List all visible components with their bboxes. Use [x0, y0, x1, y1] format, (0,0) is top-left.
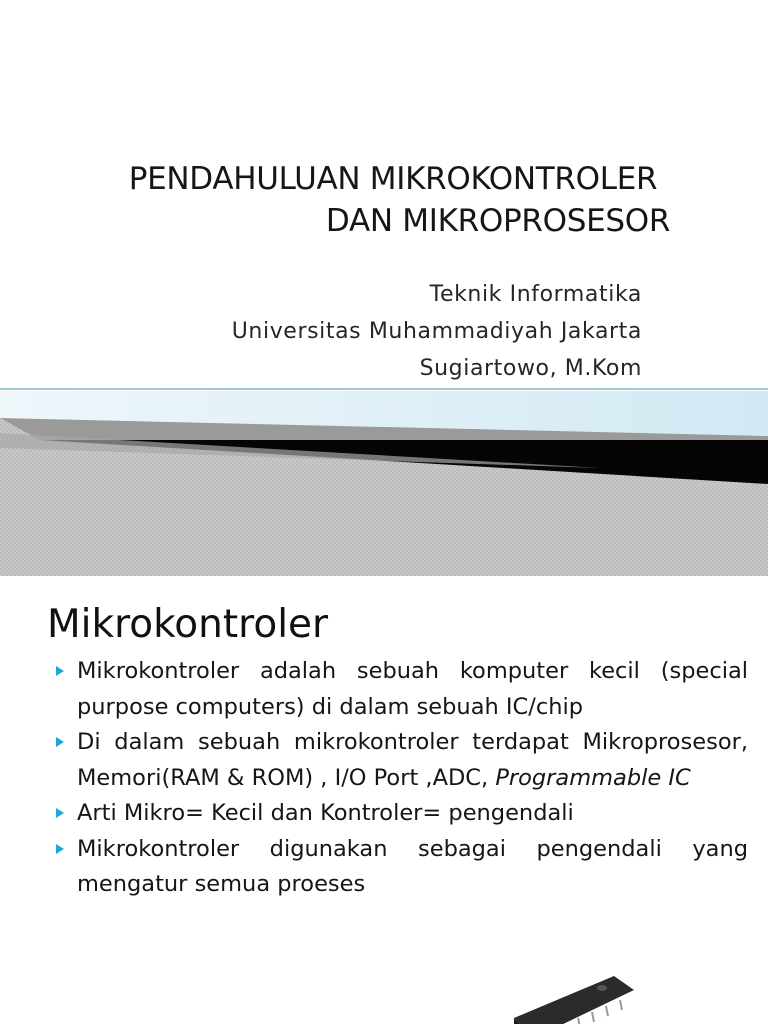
slide-subtitle: [232, 276, 642, 387]
triangle-bullet-icon: [56, 808, 64, 818]
triangle-bullet-icon: [56, 737, 64, 747]
bullet-item: [52, 796, 748, 832]
bullet-text: Mikrokontroler adalah sebuah komputer kecil (special purpose computers) di dalam sebuah IC/chip: [77, 658, 748, 720]
bullet-text: Di dalam sebuah mikrokontroler terdapat Mikroprosesor, Memori(RAM & ROM) , I/O Port ,ADC,: [77, 729, 748, 791]
bullet-item: [52, 725, 748, 796]
triangle-bullet-icon: [56, 666, 64, 676]
slide-title-line2: DAN MIKROPROSESOR: [325, 203, 671, 239]
subtitle-author: Sugiartowo, M.Kom: [419, 356, 642, 381]
slide-heading: Mikrokontroler: [47, 602, 329, 647]
decorative-band: [0, 388, 768, 576]
slide-title-line1: PENDAHULUAN MIKROKONTROLER: [128, 161, 658, 197]
bullet-item: [52, 654, 748, 725]
subtitle-university: Universitas Muhammadiyah Jakarta: [231, 319, 642, 344]
subtitle-department: Teknik Informatika: [429, 282, 642, 307]
bullet-list: [52, 654, 748, 903]
bullet-text: Arti Mikro= Kecil dan Kontroler= pengendali: [77, 800, 574, 826]
bullet-text: Mikrokontroler digunakan sebagai pengendali yang mengatur semua proeses: [77, 835, 748, 897]
ic-chip-image: [474, 968, 634, 1024]
bullet-item: [52, 832, 748, 903]
bullet-text-emphasis: Programmable IC: [495, 764, 691, 791]
triangle-bullet-icon: [56, 844, 64, 854]
slide-title: [0, 158, 768, 242]
content-slide: [0, 576, 768, 1024]
